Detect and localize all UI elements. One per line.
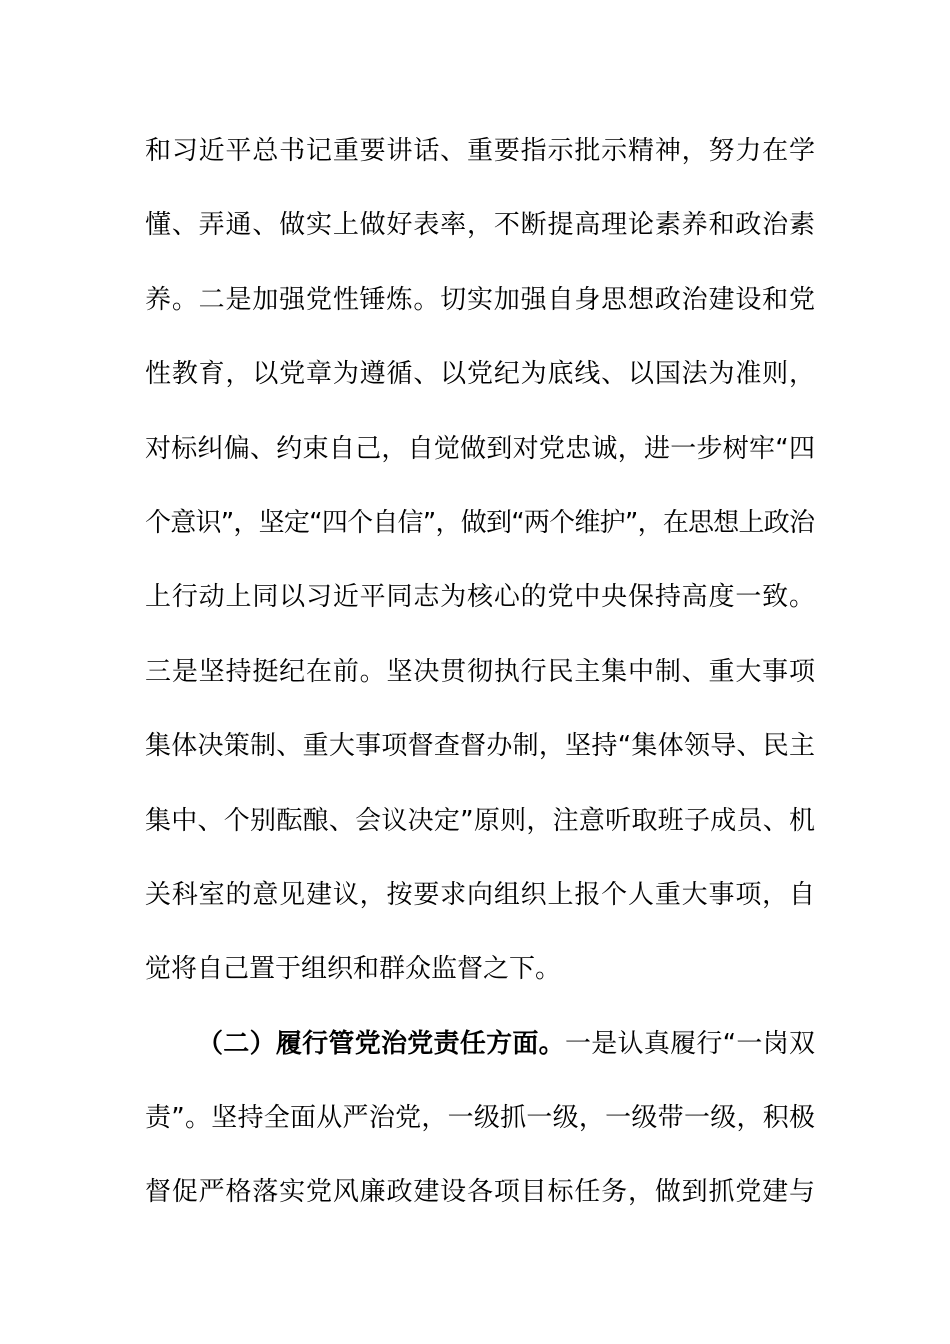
paragraph-line: 懂、弄通、做实上做好表率，不断提高理论素养和政治素: [145, 210, 815, 241]
paragraph-line: 个意识”，坚定“四个自信”，做到“两个维护”，在思想上政治: [145, 507, 815, 538]
section-text: 一是认真履行“一岗双: [564, 1028, 816, 1059]
paragraph-line: 集体决策制、重大事项督查督办制，坚持“集体领导、民主: [145, 731, 815, 762]
body-text: [145, 121, 815, 1237]
paragraph-line: 关科室的意见建议，按要求向组织上报个人重大事项，自: [145, 879, 815, 910]
paragraph-line: 性教育，以党章为遵循、以党纪为底线、以国法为准则，: [145, 359, 815, 390]
section-heading: （二）履行管党治党责任方面。: [197, 1028, 565, 1059]
section-heading-line: [145, 1014, 815, 1088]
paragraph-line: 督促严格落实党风廉政建设各项目标任务，做到抓党建与: [145, 1177, 815, 1208]
paragraph-line: 上行动上同以习近平同志为核心的党中央保持高度一致。: [145, 582, 815, 613]
paragraph-line: 养。二是加强党性锤炼。切实加强自身思想政治建设和党: [145, 284, 815, 315]
paragraph-line: 和习近平总书记重要讲话、重要指示批示精神，努力在学: [145, 136, 815, 166]
paragraph-line: 觉将自己置于组织和群众监督之下。: [145, 954, 562, 985]
paragraph-line: 对标纠偏、约束自己，自觉做到对党忠诚，进一步树牢“四: [145, 433, 815, 464]
paragraph-line: 三是坚持挺纪在前。坚决贯彻执行民主集中制、重大事项: [145, 656, 815, 687]
paragraph-line: 责”。坚持全面从严治党，一级抓一级，一级带一级，积极: [145, 1103, 815, 1134]
paragraph-line: 集中、个别酝酿、会议决定”原则，注意听取班子成员、机: [145, 805, 815, 836]
